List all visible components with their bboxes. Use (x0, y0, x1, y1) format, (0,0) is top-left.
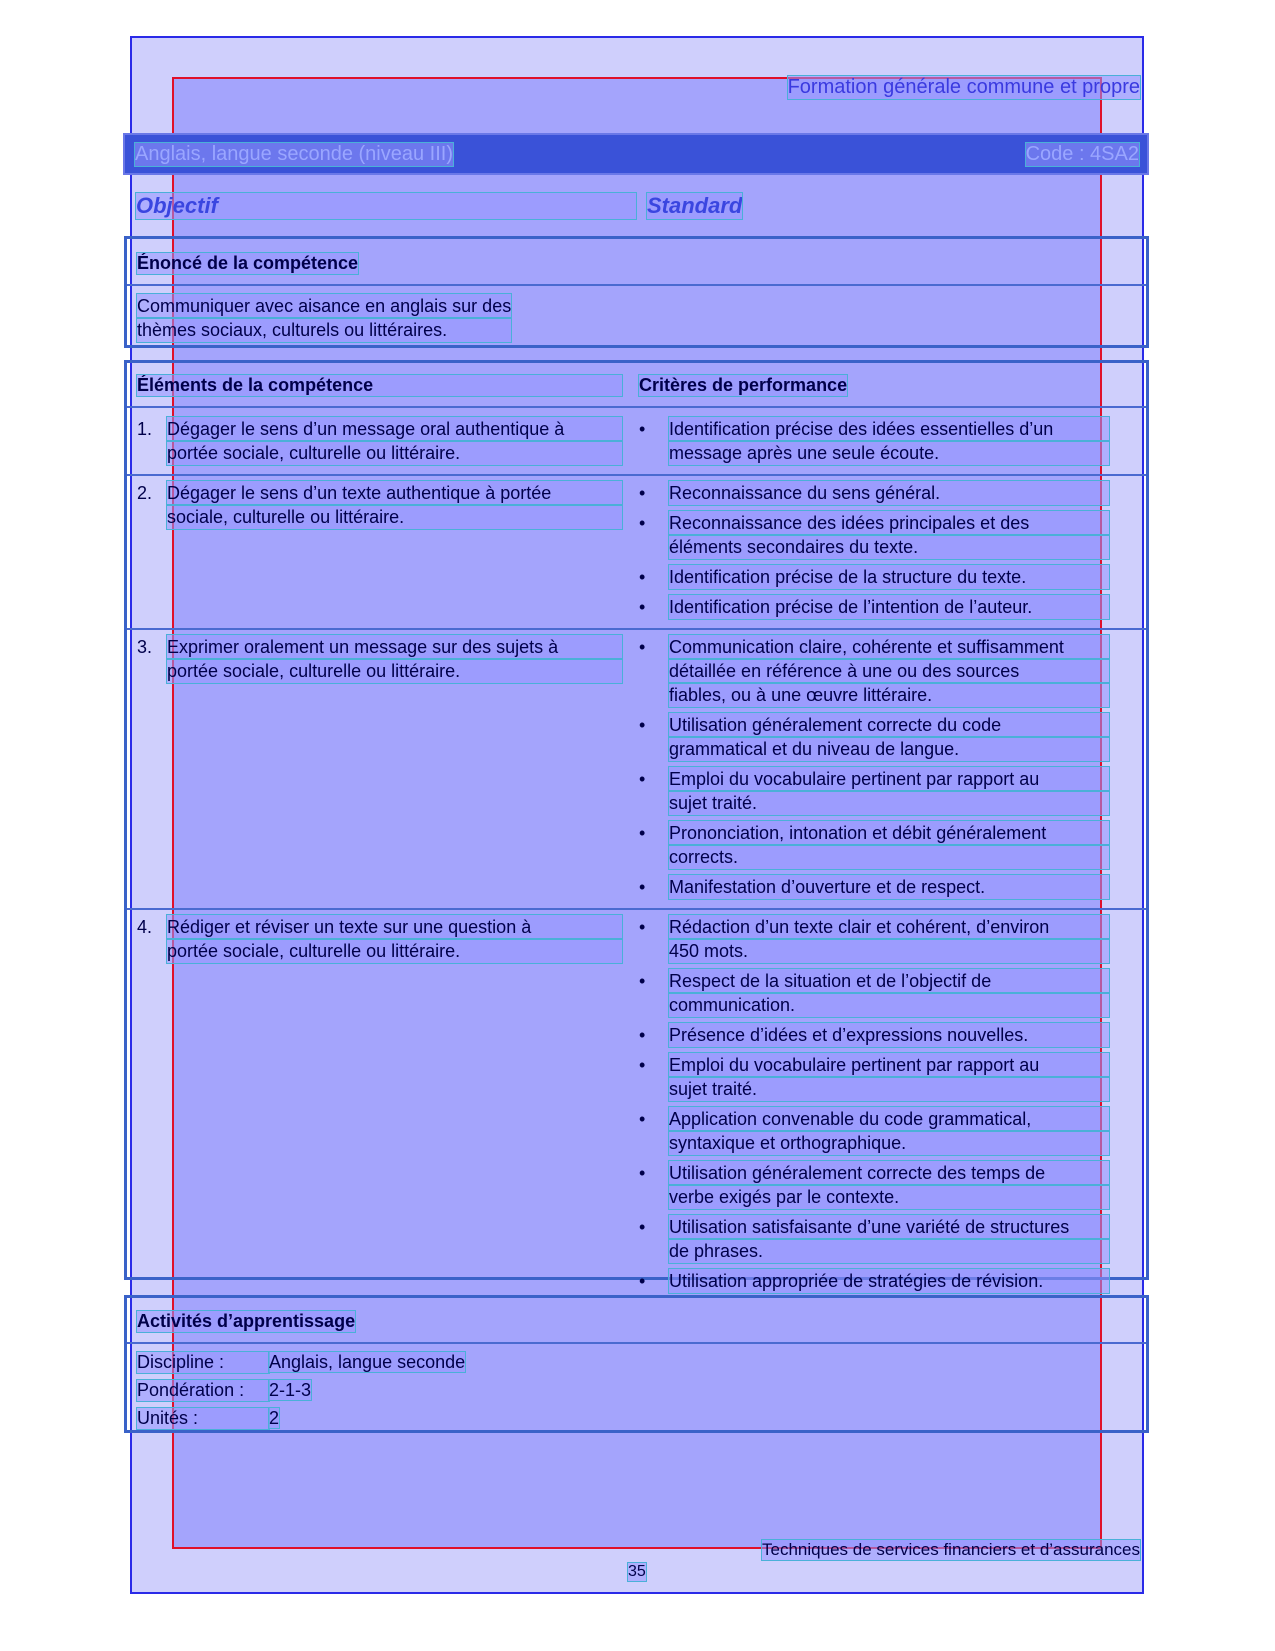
criterion-text-line: Emploi du vocabulaire pertinent par rapport au (669, 1053, 1109, 1077)
discipline-value: Anglais, langue seconde (269, 1352, 466, 1372)
divider (127, 1342, 1146, 1344)
criterion-item (639, 821, 1109, 869)
competence-text-line: thèmes sociaux, culturels ou littéraires. (137, 318, 511, 342)
bullet-icon: • (639, 419, 646, 439)
unites-value: 2 (269, 1408, 280, 1428)
criterion-text-line: grammatical et du niveau de langue. (669, 737, 1109, 761)
criterion-item (639, 565, 1109, 589)
bullet-icon: • (639, 877, 646, 897)
bullet-icon: • (639, 513, 646, 533)
bullet-icon: • (639, 1271, 646, 1291)
competence-text-line: Communiquer avec aisance en anglais sur des (137, 296, 512, 316)
standard-label: Standard (647, 193, 743, 218)
criterion-text-line: Reconnaissance du sens général. (669, 481, 1109, 505)
criterion-item (639, 595, 1109, 619)
bullet-icon: • (639, 1217, 646, 1237)
running-header: Formation générale commune et propre (787, 76, 1140, 98)
element-text-line: Dégager le sens d’un texte authentique à portée (167, 481, 622, 505)
criterion-item (639, 875, 1109, 899)
element-text-line: portée sociale, culturelle ou littéraire. (167, 659, 622, 683)
criterion-item (639, 417, 1109, 465)
bullet-icon: • (639, 483, 646, 503)
criterion-item (639, 1269, 1109, 1293)
criterion-text-line: Prononciation, intonation et débit généralement (669, 821, 1109, 845)
ponderation-value: 2-1-3 (269, 1380, 312, 1400)
bullet-icon: • (639, 971, 646, 991)
criterion-item (639, 915, 1109, 963)
criterion-text-line: Utilisation généralement correcte du code (669, 713, 1109, 737)
criterion-text-line: Utilisation généralement correcte des temps de (669, 1161, 1109, 1185)
divider (127, 284, 1146, 286)
ponderation-row (137, 1380, 311, 1401)
criterion-item (639, 969, 1109, 1017)
criterion-text-line: Identification précise de l’intention de l’auteur. (669, 595, 1109, 619)
criterion-text-line: fiables, ou à une œuvre littéraire. (669, 683, 1109, 707)
element-text-line: sociale, culturelle ou littéraire. (167, 505, 622, 529)
divider (127, 406, 1146, 408)
competence-heading: Énoncé de la compétence (137, 253, 359, 273)
criterion-text-line: de phrases. (669, 1239, 1109, 1263)
element-number: 3. (137, 637, 153, 657)
criterion-text-line: Présence d’idées et d’expressions nouvelles. (669, 1023, 1109, 1047)
bullet-icon: • (639, 1025, 646, 1045)
element-item (137, 915, 622, 963)
criterion-text-line: Communication claire, cohérente et suffisamment (669, 635, 1109, 659)
element-number: 2. (137, 483, 153, 503)
criterion-text-line: éléments secondaires du texte. (669, 535, 1109, 559)
bullet-icon: • (639, 823, 646, 843)
element-number: 1. (137, 419, 153, 439)
divider (127, 628, 1146, 630)
criterion-text-line: Reconnaissance des idées principales et des (669, 511, 1109, 535)
criterion-item (639, 1161, 1109, 1209)
elements-box (124, 360, 1149, 1291)
criterion-text-line: Emploi du vocabulaire pertinent par rapport au (669, 767, 1109, 791)
course-title: Anglais, langue seconde (niveau III) (135, 143, 453, 165)
divider (127, 474, 1146, 476)
criterion-text-line: Identification précise des idées essentielles d’un (669, 417, 1109, 441)
criterion-item (639, 635, 1109, 707)
criterion-item (639, 1053, 1109, 1101)
criterion-text-line: sujet traité. (669, 791, 1109, 815)
activities-heading: Activités d’apprentissage (137, 1311, 356, 1331)
criterion-item (639, 1215, 1109, 1263)
bullet-icon: • (639, 637, 646, 657)
bullet-icon: • (639, 1109, 646, 1129)
criterion-text-line: Application convenable du code grammatical, (669, 1107, 1109, 1131)
unites-row (137, 1408, 279, 1429)
competence-text (137, 294, 511, 342)
bullet-icon: • (639, 769, 646, 789)
activities-box (124, 1295, 1149, 1433)
criterion-text-line: communication. (669, 993, 1109, 1017)
unites-label: Unités : (137, 1408, 269, 1429)
criterion-text-line: syntaxique et orthographique. (669, 1131, 1109, 1155)
element-text-line: portée sociale, culturelle ou littéraire. (167, 441, 622, 465)
criterion-item (639, 767, 1109, 815)
criterion-item (639, 713, 1109, 761)
competence-box (124, 236, 1149, 348)
objectif-label: Objectif (136, 193, 636, 219)
element-text-line: Dégager le sens d’un message oral authentique à (167, 417, 622, 441)
element-item (137, 635, 622, 683)
discipline-row (137, 1352, 465, 1373)
element-item (137, 481, 622, 529)
criterion-text-line: 450 mots. (669, 939, 1109, 963)
bullet-icon: • (639, 597, 646, 617)
criterion-text-line: Utilisation satisfaisante d’une variété de structures (669, 1215, 1109, 1239)
criterion-text-line: message après une seule écoute. (669, 441, 1109, 465)
element-text-line: Exprimer oralement un message sur des sujets à (167, 635, 622, 659)
element-text-line: Rédiger et réviser un texte sur une question à (167, 915, 622, 939)
criterion-text-line: sujet traité. (669, 1077, 1109, 1101)
ponderation-label: Pondération : (137, 1380, 269, 1401)
criterion-text-line: Utilisation appropriée de stratégies de révision. (669, 1269, 1109, 1293)
criterion-text-line: Respect de la situation et de l’objectif de (669, 969, 1109, 993)
criterion-text-line: corrects. (669, 845, 1109, 869)
criterion-item (639, 511, 1109, 559)
bullet-icon: • (639, 567, 646, 587)
criterion-item (639, 1023, 1109, 1047)
bullet-icon: • (639, 1163, 646, 1183)
criteria-heading: Critères de performance (639, 375, 848, 395)
page-number: 35 (628, 1563, 646, 1580)
discipline-label: Discipline : (137, 1352, 269, 1373)
element-number: 4. (137, 917, 153, 937)
elements-heading: Éléments de la compétence (137, 375, 622, 396)
course-title-bar (123, 133, 1149, 175)
criterion-item (639, 481, 1109, 505)
bullet-icon: • (639, 715, 646, 735)
criterion-text-line: détaillée en référence à une ou des sources (669, 659, 1109, 683)
course-code: Code : 4SA2 (1025, 143, 1139, 165)
bullet-icon: • (639, 1055, 646, 1075)
criterion-text-line: Manifestation d’ouverture et de respect. (669, 875, 1109, 899)
element-text-line: portée sociale, culturelle ou littéraire. (167, 939, 622, 963)
divider (127, 908, 1146, 910)
bullet-icon: • (639, 917, 646, 937)
criterion-text-line: verbe exigés par le contexte. (669, 1185, 1109, 1209)
criterion-text-line: Identification précise de la structure du texte. (669, 565, 1109, 589)
footer-program: Techniques de services financiers et d’assurances (762, 1540, 1140, 1559)
criterion-text-line: Rédaction d’un texte clair et cohérent, d’environ (669, 915, 1109, 939)
criterion-item (639, 1107, 1109, 1155)
element-item (137, 417, 622, 465)
